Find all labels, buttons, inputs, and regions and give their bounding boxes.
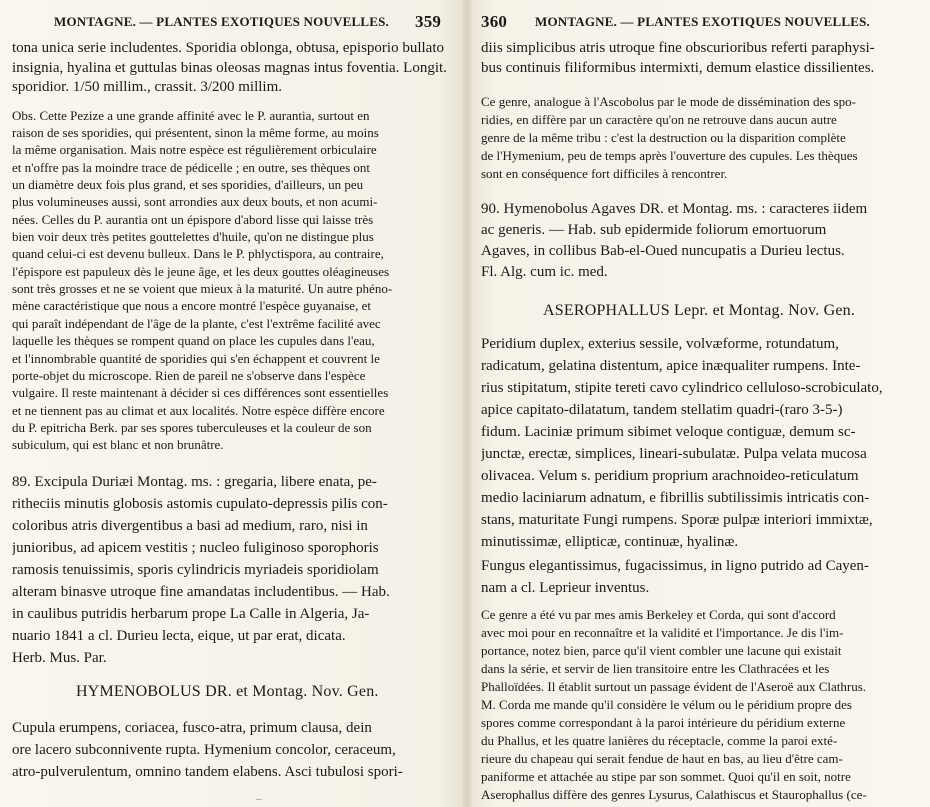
left-page-number: 359 bbox=[415, 12, 442, 31]
left-note-line: et n'offre pas la moindre trace de pédicelle ; en outre, ses thèques ont bbox=[12, 160, 371, 175]
right-commentary-line: Aserophallus diffère des genres Lysurus, Calathiscus et Staurophallus (ce- bbox=[481, 787, 867, 802]
left-line: tona unica serie includentes. Sporidia oblonga, obtusa, episporio bullato bbox=[12, 40, 444, 56]
right-page-number: 360 bbox=[481, 12, 508, 31]
print-mark bbox=[256, 799, 262, 800]
left-genus-line: ore lacero subconnivente rupta. Hymenium concolor, ceraceum, bbox=[12, 742, 396, 758]
right-commentary-line: Phalloïdées. Il établit surtout un passage évident de l'Aseroë aux Clathrus. bbox=[481, 679, 867, 694]
right-commentary-line: spores comme correspondant à la paroi intérieure du péridium externe bbox=[481, 715, 846, 730]
right-note-line: Ce genre, analogue à l'Ascobolus par le mode de dissémination des spo- bbox=[481, 94, 856, 109]
right-description-line: nam a cl. Leprieur inventus. bbox=[481, 580, 650, 596]
right-commentary-line: Ce genre a été vu par mes amis Berkeley et Corda, qui sont d'accord bbox=[481, 607, 836, 622]
left-entry-line: alteram binasve utroque fine amandatas includentibus. — Hab. bbox=[12, 584, 390, 600]
right-note-line: sont en conséquence fort difficiles à rencontrer. bbox=[481, 166, 728, 181]
right-entry-line: 90. Hymenobolus Agaves DR. et Montag. ms. : caracteres iidem bbox=[481, 201, 868, 217]
right-commentary-line: portance, notez bien, parce qu'il vient combler une lacune qui existait bbox=[481, 643, 842, 658]
right-line: diis simplicibus atris utroque fine obscurioribus referti paraphysi- bbox=[481, 40, 875, 56]
left-note-line: vulgaire. Il reste maintenant à décider si ces différences sont essentielles bbox=[12, 385, 389, 400]
right-running-head-text: MONTAGNE. — PLANTES EXOTIQUES NOUVELLES. bbox=[535, 14, 870, 29]
right-note-line: ridies, en diffère par un caractère qu'on ne retrouve dans aucun autre bbox=[481, 112, 837, 127]
right-entry-line: ac generis. — Hab. sub epidermide foliorum emortuorum bbox=[481, 222, 827, 238]
right-commentary-line: M. Corda me mande qu'il considère le vélum ou le péridium propre des bbox=[481, 697, 852, 712]
left-entry-line: junioribus, ad apicem vestitis ; nucleo fuliginoso sporophoris bbox=[12, 540, 379, 556]
left-line: insignia, hyalina et guttulas binas oleosas magnas intus foventia. Longit. bbox=[12, 60, 447, 76]
left-note-line: bien voir deux très petites gouttelettes d'huile, qu'on ne distingue plus bbox=[12, 229, 374, 244]
right-description-line: Fungus elegantissimus, fugacissimus, in ligno putrido ad Cayen- bbox=[481, 558, 869, 574]
left-genus-line: Cupula erumpens, coriacea, fusco-atra, primum clausa, dein bbox=[12, 720, 372, 736]
right-page bbox=[481, 0, 918, 807]
left-entry-line: ramosis tenuissimis, sporis cylindricis myriadeis sporidiolam bbox=[12, 562, 379, 578]
left-note-line: subiculum, qui est blanc et non brunâtre. bbox=[12, 437, 224, 452]
right-description-line: stans, maturitate Fungi rumpens. Sporæ pulpæ interiori immixtæ, bbox=[481, 512, 873, 528]
right-commentary-line: paniforme et attachée au stipe par son sommet. Quoi qu'il en soit, notre bbox=[481, 769, 851, 784]
right-description-line: junctæ, erectæ, simplices, lineari-subulatæ. Pulpa velata mucosa bbox=[481, 446, 867, 462]
left-entry-line: nuario 1841 a cl. Durieu lecta, eique, ut par erat, dicata. bbox=[12, 628, 346, 644]
left-note-line: l'épispore est papuleux dès le jeune âge, et les deux gouttes oléagineuses bbox=[12, 264, 390, 279]
left-entry-line: ritheciis minutis globosis astomis cupulato-depressis pilis con- bbox=[12, 496, 388, 512]
left-entry-line: 89. Excipula Duriæi Montag. ms. : gregaria, libere enata, pe- bbox=[12, 474, 377, 490]
left-note-line: plus volumineuses aussi, sont arrondies aux deux bouts, et non acumi- bbox=[12, 194, 378, 209]
left-note-line: la même organisation. Mais notre espèce est régulièrement orbiculaire bbox=[12, 142, 377, 157]
right-description-line: medio laciniarum adnatum, e fibrillis subtilissimis intricatis con- bbox=[481, 490, 870, 506]
left-note-line: du P. epitricha Berk. par ses spores tuberculeuses et la couleur de son bbox=[12, 420, 372, 435]
right-description-line: apice capitato-dilatatum, tandem stellatim quadri-(raro 3-5-) bbox=[481, 402, 843, 418]
left-note-line: mène caractéristique que nous a encore montré l'espèce guyanaise, et bbox=[12, 298, 371, 313]
right-line: bus continuis filiformibus intermixti, demum elastice dissilientes. bbox=[481, 60, 875, 76]
left-genus-line: atro-pulverulentum, omnino tandem elabens. Asci tubulosi spori- bbox=[12, 764, 403, 780]
right-running-head bbox=[481, 13, 918, 31]
left-page bbox=[12, 0, 452, 807]
right-note-line: de l'Hymenium, peu de temps après l'ouverture des cupules. Les thèques bbox=[481, 148, 858, 163]
left-entry-line: Herb. Mus. Par. bbox=[12, 650, 107, 666]
right-description-line: rius stipitatum, stipite tereti cavo cylindrico celluloso-scrobiculato, bbox=[481, 380, 883, 396]
book-gutter bbox=[462, 0, 472, 807]
right-note-line: genre de la même tribu : c'est la destruction ou la disparition complète bbox=[481, 130, 846, 145]
right-commentary-line: rieure du chapeau qui serait fendue de haut en bas, au lieu d'être cam- bbox=[481, 751, 843, 766]
right-description-line: radicatum, gelatina distentum, apice inæqualiter rumpens. Inte- bbox=[481, 358, 861, 374]
right-commentary-line: du Phallus, et les quatre lanières du réceptacle, comme la paroi exté- bbox=[481, 733, 838, 748]
left-note-line: un diamètre deux fois plus grand, et ses sporidies, d'ailleurs, un peu bbox=[12, 177, 364, 192]
left-entry-line: coloribus atris divergentibus a basi ad medium, raro, nisi in bbox=[12, 518, 368, 534]
right-description-line: minutissimæ, ellipticæ, continuæ, hyalinæ. bbox=[481, 534, 739, 550]
right-description-line: fidum. Laciniæ primum sibimet veloque contiguæ, demum sc- bbox=[481, 424, 856, 440]
left-note-line: sont très grosses et ne se voient que mieux à la maturité. Un autre phéno- bbox=[12, 281, 393, 296]
left-note-line: qui paraît indépendant de l'âge de la plante, c'est l'extrême facilité avec bbox=[12, 316, 381, 331]
left-note-line: et ne tiennent pas au climat et aux localités. Notre espèce diffère encore bbox=[12, 403, 385, 418]
left-note-line: et l'innombrable quantité de sporidies qui s'en échappent et couvrent le bbox=[12, 351, 380, 366]
left-note-line: laquelle les thèques se rompent quand on place les cupules dans l'eau, bbox=[12, 333, 375, 348]
left-running-head-text: MONTAGNE. — PLANTES EXOTIQUES NOUVELLES. bbox=[54, 14, 389, 29]
right-commentary-line: dans la série, et servir de lien transitoire entre les Clathracées et les bbox=[481, 661, 830, 676]
left-note-line: nées. Celles du P. aurantia ont un épispore d'abord lisse qui laisse très bbox=[12, 212, 374, 227]
left-genus-heading: HYMENOBOLUS DR. et Montag. Nov. Gen. bbox=[76, 683, 379, 700]
left-note-line: quand celui-ci est devenu bulleux. Dans le P. phlyctispora, au contraire, bbox=[12, 246, 384, 261]
left-note-line: Obs. Cette Pezize a une grande affinité avec le P. aurantia, surtout en bbox=[12, 108, 370, 123]
right-description-line: Peridium duplex, exterius sessile, volvæforme, rotundatum, bbox=[481, 336, 839, 352]
right-entry-line: Agaves, in collibus Bab-el-Oued nuncupatis a Durieu lectus. bbox=[481, 243, 845, 259]
right-commentary-line: avec moi pour en reconnaître et la validité et l'importance. Je dis l'im- bbox=[481, 625, 844, 640]
left-running-head bbox=[12, 13, 452, 31]
right-description-line: olivacea. Velum s. peridium proprium arachnoideo-reticulatum bbox=[481, 468, 859, 484]
left-note-line: porte-objet du microscope. Rien de pareil ne s'observe dans l'espèce bbox=[12, 368, 366, 383]
right-genus-heading: ASEROPHALLUS Lepr. et Montag. Nov. Gen. bbox=[543, 302, 856, 319]
left-note-line: raison de ses sporidies, qui présentent, sinon la même forme, au moins bbox=[12, 125, 379, 140]
left-line: sporidior. 1/50 millim., crassit. 3/200 millim. bbox=[12, 79, 282, 95]
right-entry-line: Fl. Alg. cum ic. med. bbox=[481, 264, 608, 280]
left-entry-line: in caulibus putridis herbarum prope La Calle in Algeria, Ja- bbox=[12, 606, 370, 622]
